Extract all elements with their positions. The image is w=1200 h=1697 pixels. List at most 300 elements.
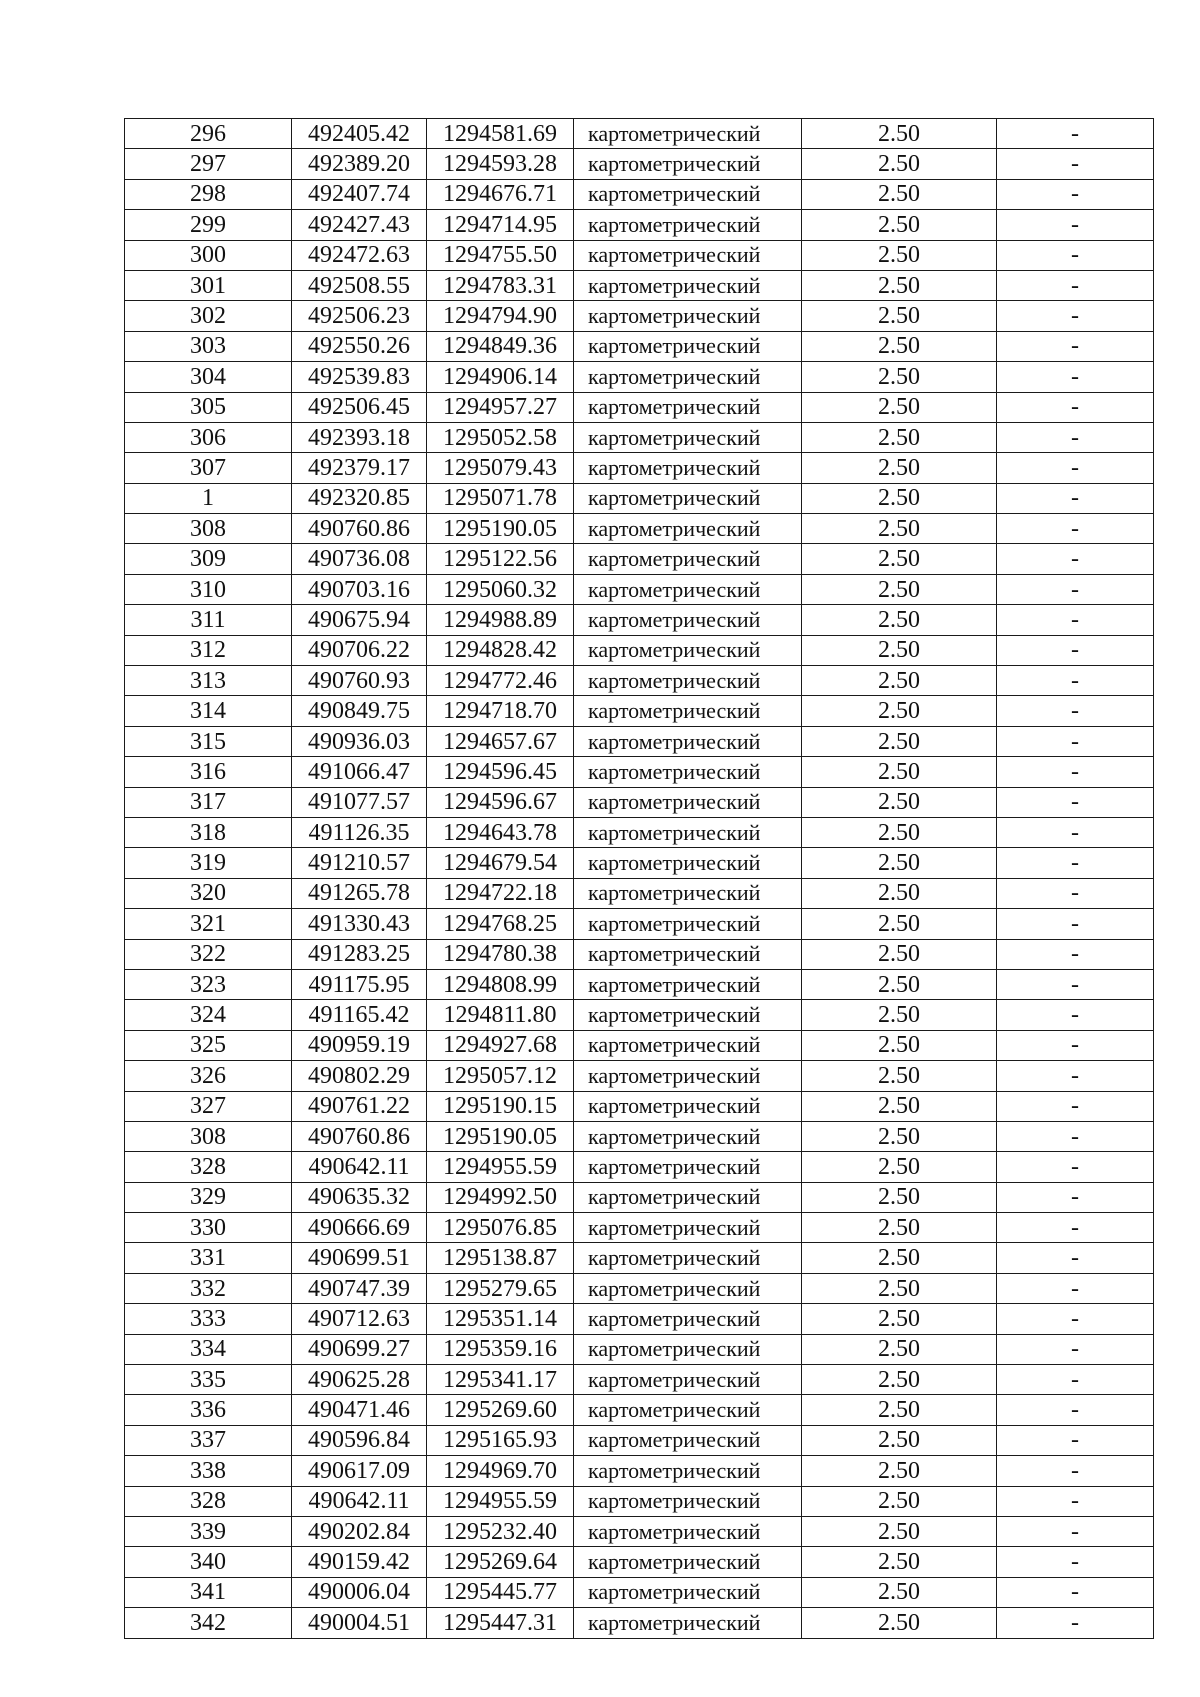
y-coordinate-cell: 1295447.31 <box>427 1608 574 1638</box>
table-row <box>125 1121 1154 1151</box>
table-row <box>125 1334 1154 1364</box>
x-coordinate-cell: 490699.27 <box>292 1334 427 1364</box>
method-cell: картометрический <box>574 1091 802 1121</box>
method-cell: картометрический <box>574 301 802 331</box>
x-coordinate-cell: 490736.08 <box>292 544 427 574</box>
point-number-cell: 322 <box>125 939 292 969</box>
x-coordinate-cell: 490760.93 <box>292 666 427 696</box>
table-row <box>125 666 1154 696</box>
point-number-cell: 300 <box>125 240 292 270</box>
description-cell: - <box>997 149 1154 179</box>
x-coordinate-cell: 492379.17 <box>292 453 427 483</box>
x-coordinate-cell: 490802.29 <box>292 1061 427 1091</box>
y-coordinate-cell: 1294772.46 <box>427 666 574 696</box>
method-cell: картометрический <box>574 240 802 270</box>
point-number-cell: 311 <box>125 605 292 635</box>
y-coordinate-cell: 1295269.64 <box>427 1547 574 1577</box>
table-row <box>125 119 1154 149</box>
x-coordinate-cell: 490159.42 <box>292 1547 427 1577</box>
table-row <box>125 878 1154 908</box>
y-coordinate-cell: 1294955.59 <box>427 1486 574 1516</box>
y-coordinate-cell: 1294957.27 <box>427 392 574 422</box>
y-coordinate-cell: 1295445.77 <box>427 1577 574 1607</box>
y-coordinate-cell: 1294722.18 <box>427 878 574 908</box>
point-number-cell: 310 <box>125 574 292 604</box>
description-cell: - <box>997 1608 1154 1638</box>
point-number-cell: 341 <box>125 1577 292 1607</box>
x-coordinate-cell: 492393.18 <box>292 422 427 452</box>
point-number-cell: 340 <box>125 1547 292 1577</box>
accuracy-cell: 2.50 <box>802 179 997 209</box>
description-cell: - <box>997 240 1154 270</box>
y-coordinate-cell: 1294780.38 <box>427 939 574 969</box>
description-cell: - <box>997 635 1154 665</box>
method-cell: картометрический <box>574 726 802 756</box>
accuracy-cell: 2.50 <box>802 149 997 179</box>
table-row <box>125 1273 1154 1303</box>
table-row <box>125 1516 1154 1546</box>
x-coordinate-cell: 491210.57 <box>292 848 427 878</box>
point-number-cell: 342 <box>125 1608 292 1638</box>
description-cell: - <box>997 422 1154 452</box>
table-row <box>125 1425 1154 1455</box>
x-coordinate-cell: 490747.39 <box>292 1273 427 1303</box>
table-row <box>125 1213 1154 1243</box>
accuracy-cell: 2.50 <box>802 1608 997 1638</box>
method-cell: картометрический <box>574 1121 802 1151</box>
method-cell: картометрический <box>574 270 802 300</box>
description-cell: - <box>997 1182 1154 1212</box>
table-row <box>125 939 1154 969</box>
point-number-cell: 332 <box>125 1273 292 1303</box>
table-row <box>125 514 1154 544</box>
point-number-cell: 297 <box>125 149 292 179</box>
method-cell: картометрический <box>574 544 802 574</box>
description-cell: - <box>997 696 1154 726</box>
accuracy-cell: 2.50 <box>802 848 997 878</box>
table-row <box>125 1304 1154 1334</box>
y-coordinate-cell: 1294657.67 <box>427 726 574 756</box>
x-coordinate-cell: 491175.95 <box>292 969 427 999</box>
method-cell: картометрический <box>574 149 802 179</box>
point-number-cell: 338 <box>125 1456 292 1486</box>
x-coordinate-cell: 491330.43 <box>292 909 427 939</box>
accuracy-cell: 2.50 <box>802 1334 997 1364</box>
description-cell: - <box>997 179 1154 209</box>
table-row <box>125 392 1154 422</box>
x-coordinate-cell: 492405.42 <box>292 119 427 149</box>
description-cell: - <box>997 1516 1154 1546</box>
accuracy-cell: 2.50 <box>802 1243 997 1273</box>
description-cell: - <box>997 666 1154 696</box>
point-number-cell: 333 <box>125 1304 292 1334</box>
method-cell: картометрический <box>574 969 802 999</box>
method-cell: картометрический <box>574 1516 802 1546</box>
point-number-cell: 316 <box>125 757 292 787</box>
description-cell: - <box>997 1061 1154 1091</box>
description-cell: - <box>997 544 1154 574</box>
table-row <box>125 1091 1154 1121</box>
accuracy-cell: 2.50 <box>802 1121 997 1151</box>
y-coordinate-cell: 1294906.14 <box>427 362 574 392</box>
point-number-cell: 339 <box>125 1516 292 1546</box>
method-cell: картометрический <box>574 1334 802 1364</box>
x-coordinate-cell: 490666.69 <box>292 1213 427 1243</box>
point-number-cell: 323 <box>125 969 292 999</box>
method-cell: картометрический <box>574 1425 802 1455</box>
description-cell: - <box>997 1000 1154 1030</box>
table-row <box>125 240 1154 270</box>
point-number-cell: 325 <box>125 1030 292 1060</box>
accuracy-cell: 2.50 <box>802 1152 997 1182</box>
table-row <box>125 1152 1154 1182</box>
accuracy-cell: 2.50 <box>802 1456 997 1486</box>
point-number-cell: 335 <box>125 1365 292 1395</box>
table-row <box>125 301 1154 331</box>
method-cell: картометрический <box>574 574 802 604</box>
x-coordinate-cell: 492539.83 <box>292 362 427 392</box>
table-row <box>125 574 1154 604</box>
y-coordinate-cell: 1295190.05 <box>427 1121 574 1151</box>
y-coordinate-cell: 1295269.60 <box>427 1395 574 1425</box>
method-cell: картометрический <box>574 1030 802 1060</box>
method-cell: картометрический <box>574 666 802 696</box>
accuracy-cell: 2.50 <box>802 696 997 726</box>
point-number-cell: 319 <box>125 848 292 878</box>
description-cell: - <box>997 757 1154 787</box>
y-coordinate-cell: 1294679.54 <box>427 848 574 878</box>
x-coordinate-cell: 492472.63 <box>292 240 427 270</box>
method-cell: картометрический <box>574 757 802 787</box>
point-number-cell: 334 <box>125 1334 292 1364</box>
method-cell: картометрический <box>574 848 802 878</box>
table-row <box>125 270 1154 300</box>
method-cell: картометрический <box>574 1243 802 1273</box>
accuracy-cell: 2.50 <box>802 514 997 544</box>
method-cell: картометрический <box>574 1365 802 1395</box>
y-coordinate-cell: 1294718.70 <box>427 696 574 726</box>
y-coordinate-cell: 1294955.59 <box>427 1152 574 1182</box>
table-row <box>125 453 1154 483</box>
x-coordinate-cell: 490471.46 <box>292 1395 427 1425</box>
y-coordinate-cell: 1294643.78 <box>427 817 574 847</box>
accuracy-cell: 2.50 <box>802 787 997 817</box>
description-cell: - <box>997 969 1154 999</box>
y-coordinate-cell: 1294849.36 <box>427 331 574 361</box>
description-cell: - <box>997 301 1154 331</box>
accuracy-cell: 2.50 <box>802 1182 997 1212</box>
y-coordinate-cell: 1295190.15 <box>427 1091 574 1121</box>
description-cell: - <box>997 362 1154 392</box>
x-coordinate-cell: 490760.86 <box>292 1121 427 1151</box>
accuracy-cell: 2.50 <box>802 1547 997 1577</box>
method-cell: картометрический <box>574 1273 802 1303</box>
description-cell: - <box>997 453 1154 483</box>
accuracy-cell: 2.50 <box>802 362 997 392</box>
point-number-cell: 329 <box>125 1182 292 1212</box>
x-coordinate-cell: 491283.25 <box>292 939 427 969</box>
table-row <box>125 757 1154 787</box>
y-coordinate-cell: 1295165.93 <box>427 1425 574 1455</box>
x-coordinate-cell: 491066.47 <box>292 757 427 787</box>
description-cell: - <box>997 119 1154 149</box>
y-coordinate-cell: 1294808.99 <box>427 969 574 999</box>
method-cell: картометрический <box>574 1608 802 1638</box>
method-cell: картометрический <box>574 1304 802 1334</box>
coordinates-table-body <box>125 119 1154 1639</box>
point-number-cell: 315 <box>125 726 292 756</box>
table-row <box>125 1486 1154 1516</box>
x-coordinate-cell: 491165.42 <box>292 1000 427 1030</box>
x-coordinate-cell: 492506.23 <box>292 301 427 331</box>
y-coordinate-cell: 1294596.67 <box>427 787 574 817</box>
point-number-cell: 298 <box>125 179 292 209</box>
accuracy-cell: 2.50 <box>802 817 997 847</box>
accuracy-cell: 2.50 <box>802 119 997 149</box>
accuracy-cell: 2.50 <box>802 1000 997 1030</box>
accuracy-cell: 2.50 <box>802 1091 997 1121</box>
x-coordinate-cell: 492320.85 <box>292 483 427 513</box>
point-number-cell: 328 <box>125 1152 292 1182</box>
accuracy-cell: 2.50 <box>802 1486 997 1516</box>
description-cell: - <box>997 1243 1154 1273</box>
point-number-cell: 336 <box>125 1395 292 1425</box>
accuracy-cell: 2.50 <box>802 1516 997 1546</box>
accuracy-cell: 2.50 <box>802 483 997 513</box>
table-row <box>125 1577 1154 1607</box>
table-row <box>125 909 1154 939</box>
point-number-cell: 328 <box>125 1486 292 1516</box>
description-cell: - <box>997 574 1154 604</box>
description-cell: - <box>997 1304 1154 1334</box>
accuracy-cell: 2.50 <box>802 1425 997 1455</box>
accuracy-cell: 2.50 <box>802 1030 997 1060</box>
accuracy-cell: 2.50 <box>802 1577 997 1607</box>
y-coordinate-cell: 1295232.40 <box>427 1516 574 1546</box>
point-number-cell: 309 <box>125 544 292 574</box>
method-cell: картометрический <box>574 817 802 847</box>
x-coordinate-cell: 490675.94 <box>292 605 427 635</box>
accuracy-cell: 2.50 <box>802 1213 997 1243</box>
y-coordinate-cell: 1295071.78 <box>427 483 574 513</box>
x-coordinate-cell: 492508.55 <box>292 270 427 300</box>
point-number-cell: 303 <box>125 331 292 361</box>
x-coordinate-cell: 491077.57 <box>292 787 427 817</box>
table-row <box>125 1456 1154 1486</box>
x-coordinate-cell: 491126.35 <box>292 817 427 847</box>
description-cell: - <box>997 1547 1154 1577</box>
method-cell: картометрический <box>574 392 802 422</box>
point-number-cell: 314 <box>125 696 292 726</box>
description-cell: - <box>997 1091 1154 1121</box>
table-row <box>125 362 1154 392</box>
point-number-cell: 331 <box>125 1243 292 1273</box>
table-row <box>125 1243 1154 1273</box>
table-row <box>125 210 1154 240</box>
point-number-cell: 324 <box>125 1000 292 1030</box>
x-coordinate-cell: 492389.20 <box>292 149 427 179</box>
point-number-cell: 313 <box>125 666 292 696</box>
accuracy-cell: 2.50 <box>802 757 997 787</box>
y-coordinate-cell: 1294593.28 <box>427 149 574 179</box>
method-cell: картометрический <box>574 1395 802 1425</box>
point-number-cell: 318 <box>125 817 292 847</box>
x-coordinate-cell: 491265.78 <box>292 878 427 908</box>
accuracy-cell: 2.50 <box>802 1061 997 1091</box>
y-coordinate-cell: 1295138.87 <box>427 1243 574 1273</box>
description-cell: - <box>997 909 1154 939</box>
table-row <box>125 1000 1154 1030</box>
x-coordinate-cell: 490706.22 <box>292 635 427 665</box>
x-coordinate-cell: 490761.22 <box>292 1091 427 1121</box>
y-coordinate-cell: 1295341.17 <box>427 1365 574 1395</box>
accuracy-cell: 2.50 <box>802 1304 997 1334</box>
y-coordinate-cell: 1294676.71 <box>427 179 574 209</box>
table-row <box>125 969 1154 999</box>
method-cell: картометрический <box>574 453 802 483</box>
x-coordinate-cell: 490760.86 <box>292 514 427 544</box>
accuracy-cell: 2.50 <box>802 666 997 696</box>
description-cell: - <box>997 210 1154 240</box>
method-cell: картометрический <box>574 787 802 817</box>
method-cell: картометрический <box>574 1182 802 1212</box>
accuracy-cell: 2.50 <box>802 331 997 361</box>
table-row <box>125 422 1154 452</box>
y-coordinate-cell: 1294811.80 <box>427 1000 574 1030</box>
point-number-cell: 301 <box>125 270 292 300</box>
description-cell: - <box>997 726 1154 756</box>
table-row <box>125 179 1154 209</box>
method-cell: картометрический <box>574 1456 802 1486</box>
table-row <box>125 848 1154 878</box>
y-coordinate-cell: 1294794.90 <box>427 301 574 331</box>
description-cell: - <box>997 483 1154 513</box>
description-cell: - <box>997 1121 1154 1151</box>
y-coordinate-cell: 1294596.45 <box>427 757 574 787</box>
accuracy-cell: 2.50 <box>802 878 997 908</box>
table-row <box>125 1547 1154 1577</box>
description-cell: - <box>997 1365 1154 1395</box>
table-row <box>125 544 1154 574</box>
point-number-cell: 337 <box>125 1425 292 1455</box>
method-cell: картометрический <box>574 605 802 635</box>
x-coordinate-cell: 490712.63 <box>292 1304 427 1334</box>
accuracy-cell: 2.50 <box>802 1273 997 1303</box>
method-cell: картометрический <box>574 878 802 908</box>
y-coordinate-cell: 1294969.70 <box>427 1456 574 1486</box>
x-coordinate-cell: 490004.51 <box>292 1608 427 1638</box>
accuracy-cell: 2.50 <box>802 301 997 331</box>
method-cell: картометрический <box>574 422 802 452</box>
x-coordinate-cell: 490703.16 <box>292 574 427 604</box>
x-coordinate-cell: 492550.26 <box>292 331 427 361</box>
description-cell: - <box>997 1395 1154 1425</box>
point-number-cell: 302 <box>125 301 292 331</box>
x-coordinate-cell: 490959.19 <box>292 1030 427 1060</box>
x-coordinate-cell: 490936.03 <box>292 726 427 756</box>
y-coordinate-cell: 1295057.12 <box>427 1061 574 1091</box>
description-cell: - <box>997 1486 1154 1516</box>
description-cell: - <box>997 848 1154 878</box>
method-cell: картометрический <box>574 909 802 939</box>
method-cell: картометрический <box>574 1547 802 1577</box>
description-cell: - <box>997 1152 1154 1182</box>
method-cell: картометрический <box>574 362 802 392</box>
table-row <box>125 787 1154 817</box>
description-cell: - <box>997 1334 1154 1364</box>
method-cell: картометрический <box>574 1486 802 1516</box>
x-coordinate-cell: 490699.51 <box>292 1243 427 1273</box>
x-coordinate-cell: 490635.32 <box>292 1182 427 1212</box>
method-cell: картометрический <box>574 1213 802 1243</box>
point-number-cell: 312 <box>125 635 292 665</box>
x-coordinate-cell: 490202.84 <box>292 1516 427 1546</box>
coordinates-table <box>124 118 1154 1639</box>
point-number-cell: 304 <box>125 362 292 392</box>
description-cell: - <box>997 817 1154 847</box>
point-number-cell: 306 <box>125 422 292 452</box>
description-cell: - <box>997 392 1154 422</box>
y-coordinate-cell: 1295052.58 <box>427 422 574 452</box>
y-coordinate-cell: 1294581.69 <box>427 119 574 149</box>
accuracy-cell: 2.50 <box>802 939 997 969</box>
y-coordinate-cell: 1294755.50 <box>427 240 574 270</box>
accuracy-cell: 2.50 <box>802 909 997 939</box>
point-number-cell: 326 <box>125 1061 292 1091</box>
method-cell: картометрический <box>574 119 802 149</box>
description-cell: - <box>997 1456 1154 1486</box>
point-number-cell: 330 <box>125 1213 292 1243</box>
method-cell: картометрический <box>574 179 802 209</box>
point-number-cell: 308 <box>125 1121 292 1151</box>
accuracy-cell: 2.50 <box>802 422 997 452</box>
table-row <box>125 1182 1154 1212</box>
x-coordinate-cell: 490596.84 <box>292 1425 427 1455</box>
x-coordinate-cell: 492407.74 <box>292 179 427 209</box>
table-row <box>125 635 1154 665</box>
y-coordinate-cell: 1294828.42 <box>427 635 574 665</box>
description-cell: - <box>997 939 1154 969</box>
description-cell: - <box>997 878 1154 908</box>
point-number-cell: 320 <box>125 878 292 908</box>
table-row <box>125 149 1154 179</box>
point-number-cell: 307 <box>125 453 292 483</box>
x-coordinate-cell: 490849.75 <box>292 696 427 726</box>
description-cell: - <box>997 1213 1154 1243</box>
accuracy-cell: 2.50 <box>802 605 997 635</box>
method-cell: картометрический <box>574 210 802 240</box>
description-cell: - <box>997 514 1154 544</box>
point-number-cell: 299 <box>125 210 292 240</box>
y-coordinate-cell: 1294988.89 <box>427 605 574 635</box>
method-cell: картометрический <box>574 1061 802 1091</box>
method-cell: картометрический <box>574 483 802 513</box>
table-row <box>125 1395 1154 1425</box>
y-coordinate-cell: 1295279.65 <box>427 1273 574 1303</box>
description-cell: - <box>997 270 1154 300</box>
accuracy-cell: 2.50 <box>802 574 997 604</box>
y-coordinate-cell: 1295122.56 <box>427 544 574 574</box>
x-coordinate-cell: 492427.43 <box>292 210 427 240</box>
method-cell: картометрический <box>574 1577 802 1607</box>
y-coordinate-cell: 1295351.14 <box>427 1304 574 1334</box>
y-coordinate-cell: 1295190.05 <box>427 514 574 544</box>
description-cell: - <box>997 331 1154 361</box>
accuracy-cell: 2.50 <box>802 1365 997 1395</box>
table-row <box>125 1061 1154 1091</box>
method-cell: картометрический <box>574 696 802 726</box>
table-row <box>125 331 1154 361</box>
